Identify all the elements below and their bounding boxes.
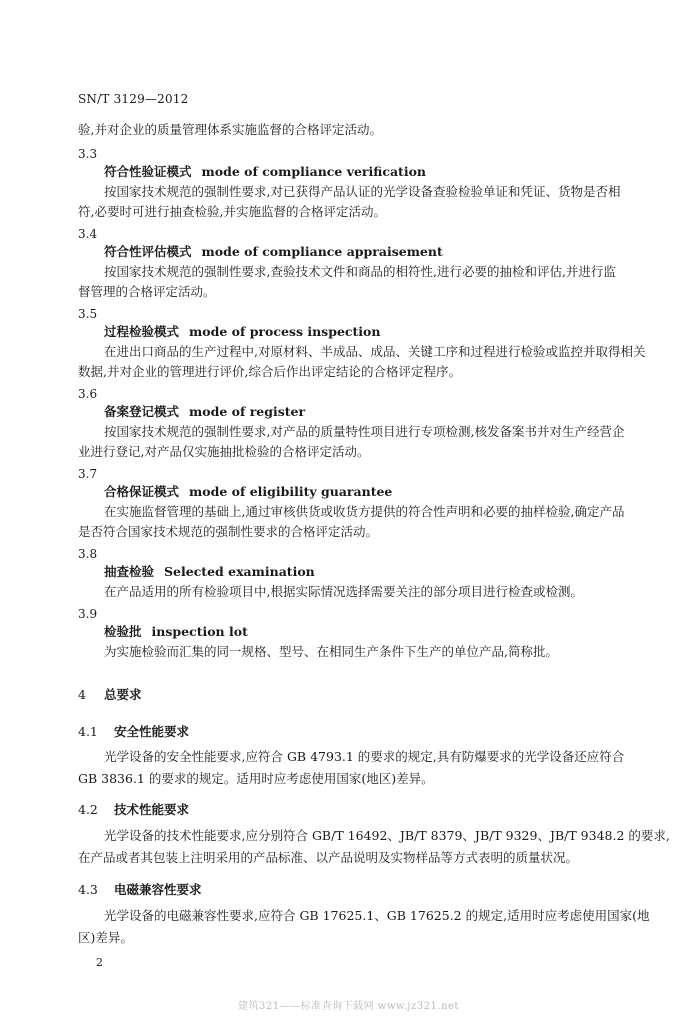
clause-number: 3.8	[78, 547, 98, 561]
subsection-number: 4.3	[78, 882, 98, 897]
clause-number: 3.6	[78, 387, 98, 401]
term-chinese: 抽查检验	[104, 564, 155, 579]
subsection-heading	[78, 722, 189, 740]
watermark: 建筑321——标准查询下载网 www.jz321.net	[238, 1001, 459, 1012]
clause-term	[104, 324, 380, 340]
clause-number: 3.5	[78, 307, 98, 321]
paragraph-line: GB 3836.1 的要求的规定。适用时应考虑使用国家(地区)差异。	[78, 771, 434, 786]
clause-text: 督管理的合格评定活动。	[78, 284, 216, 299]
term-chinese: 备案登记模式	[104, 404, 180, 419]
subsection-number: 4.1	[78, 724, 98, 739]
term-english: mode of process inspection	[189, 324, 381, 339]
term-chinese: 检验批	[104, 624, 142, 639]
term-chinese: 符合性评估模式	[104, 244, 192, 259]
paragraph-line: 光学设备的电磁兼容性要求,应符合 GB 17625.1、GB 17625.2 的规定,适用时应考虑使用国家(地	[104, 908, 650, 923]
term-english: Selected examination	[164, 564, 315, 579]
intro-line: 验,并对企业的质量管理体系实施监督的合格评定活动。	[78, 122, 382, 137]
paragraph-line: 光学设备的技术性能要求,应分别符合 GB/T 16492、JB/T 8379、JB/T 9329、JB/T 9348.2 的要求,	[104, 828, 670, 843]
clause-text: 在进出口商品的生产过程中,对原材料、半成品、成品、关键工序和过程进行检验或监控并取得相关	[104, 344, 646, 359]
clause-text: 符,必要时可进行抽查检验,并实施监督的合格评定活动。	[78, 204, 386, 219]
clause-term	[104, 484, 392, 500]
clause-text: 是否符合国家技术规范的强制性要求的合格评定活动。	[78, 524, 379, 539]
subsection-title: 技术性能要求	[114, 802, 190, 817]
clause-number: 3.3	[78, 147, 98, 161]
clause-text: 按国家技术规范的强制性要求,查验技术文件和商品的相符性,进行必要的抽检和评估,并进行监	[104, 264, 616, 279]
subsection-title: 电磁兼容性要求	[114, 882, 202, 897]
term-english: mode of eligibility guarantee	[189, 484, 393, 499]
page-number: 2	[96, 956, 103, 969]
subsection-heading	[78, 800, 189, 818]
term-chinese: 过程检验模式	[104, 324, 180, 339]
section-title: 总要求	[104, 687, 142, 702]
term-chinese: 符合性验证模式	[104, 164, 192, 179]
clause-text: 在实施监督管理的基础上,通过审核供货或收货方提供的符合性声明和必要的抽样检验,确定产品	[104, 504, 625, 519]
standard-number: SN/T 3129—2012	[78, 92, 189, 106]
subsection-number: 4.2	[78, 802, 98, 817]
subsection-heading	[78, 880, 202, 898]
paragraph-line: 在产品或者其包装上注明采用的产品标准、以产品说明及实物样品等方式表明的质量状况。	[78, 850, 579, 865]
clause-number: 3.9	[78, 607, 98, 621]
clause-number: 3.4	[78, 227, 98, 241]
clause-number: 3.7	[78, 467, 98, 481]
term-chinese: 合格保证模式	[104, 484, 180, 499]
clause-term	[104, 624, 248, 640]
term-english: inspection lot	[151, 624, 248, 639]
term-english: mode of compliance appraisement	[201, 244, 443, 259]
clause-term	[104, 244, 443, 260]
clause-text: 业进行登记,对产品仅实施抽批检验的合格评定活动。	[78, 444, 370, 459]
clause-text: 按国家技术规范的强制性要求,对已获得产品认证的光学设备查验检验单证和凭证、货物是否相	[104, 184, 621, 199]
clause-term	[104, 564, 315, 580]
clause-term	[104, 404, 305, 420]
section-number: 4	[78, 687, 86, 702]
paragraph-line: 区)差异。	[78, 930, 133, 945]
clause-text: 按国家技术规范的强制性要求,对产品的质量特性项目进行专项检测,核发备案书并对生产经营企	[104, 424, 625, 439]
section-heading	[78, 685, 142, 703]
clause-text: 为实施检验而汇集的同一规格、型号、在相同生产条件下生产的单位产品,简称批。	[104, 644, 558, 659]
term-english: mode of register	[189, 404, 306, 419]
term-english: mode of compliance verification	[201, 164, 427, 179]
subsection-title: 安全性能要求	[114, 724, 190, 739]
clause-term	[104, 164, 426, 180]
clause-text: 在产品适用的所有检验项目中,根据实际情况选择需要关注的部分项目进行检查或检测。	[104, 584, 583, 599]
paragraph-line: 光学设备的安全性能要求,应符合 GB 4793.1 的要求的规定,具有防爆要求的光学设备还应符合	[104, 749, 625, 764]
clause-text: 数据,并对企业的管理进行评价,综合后作出评定结论的合格评定程序。	[78, 364, 461, 379]
